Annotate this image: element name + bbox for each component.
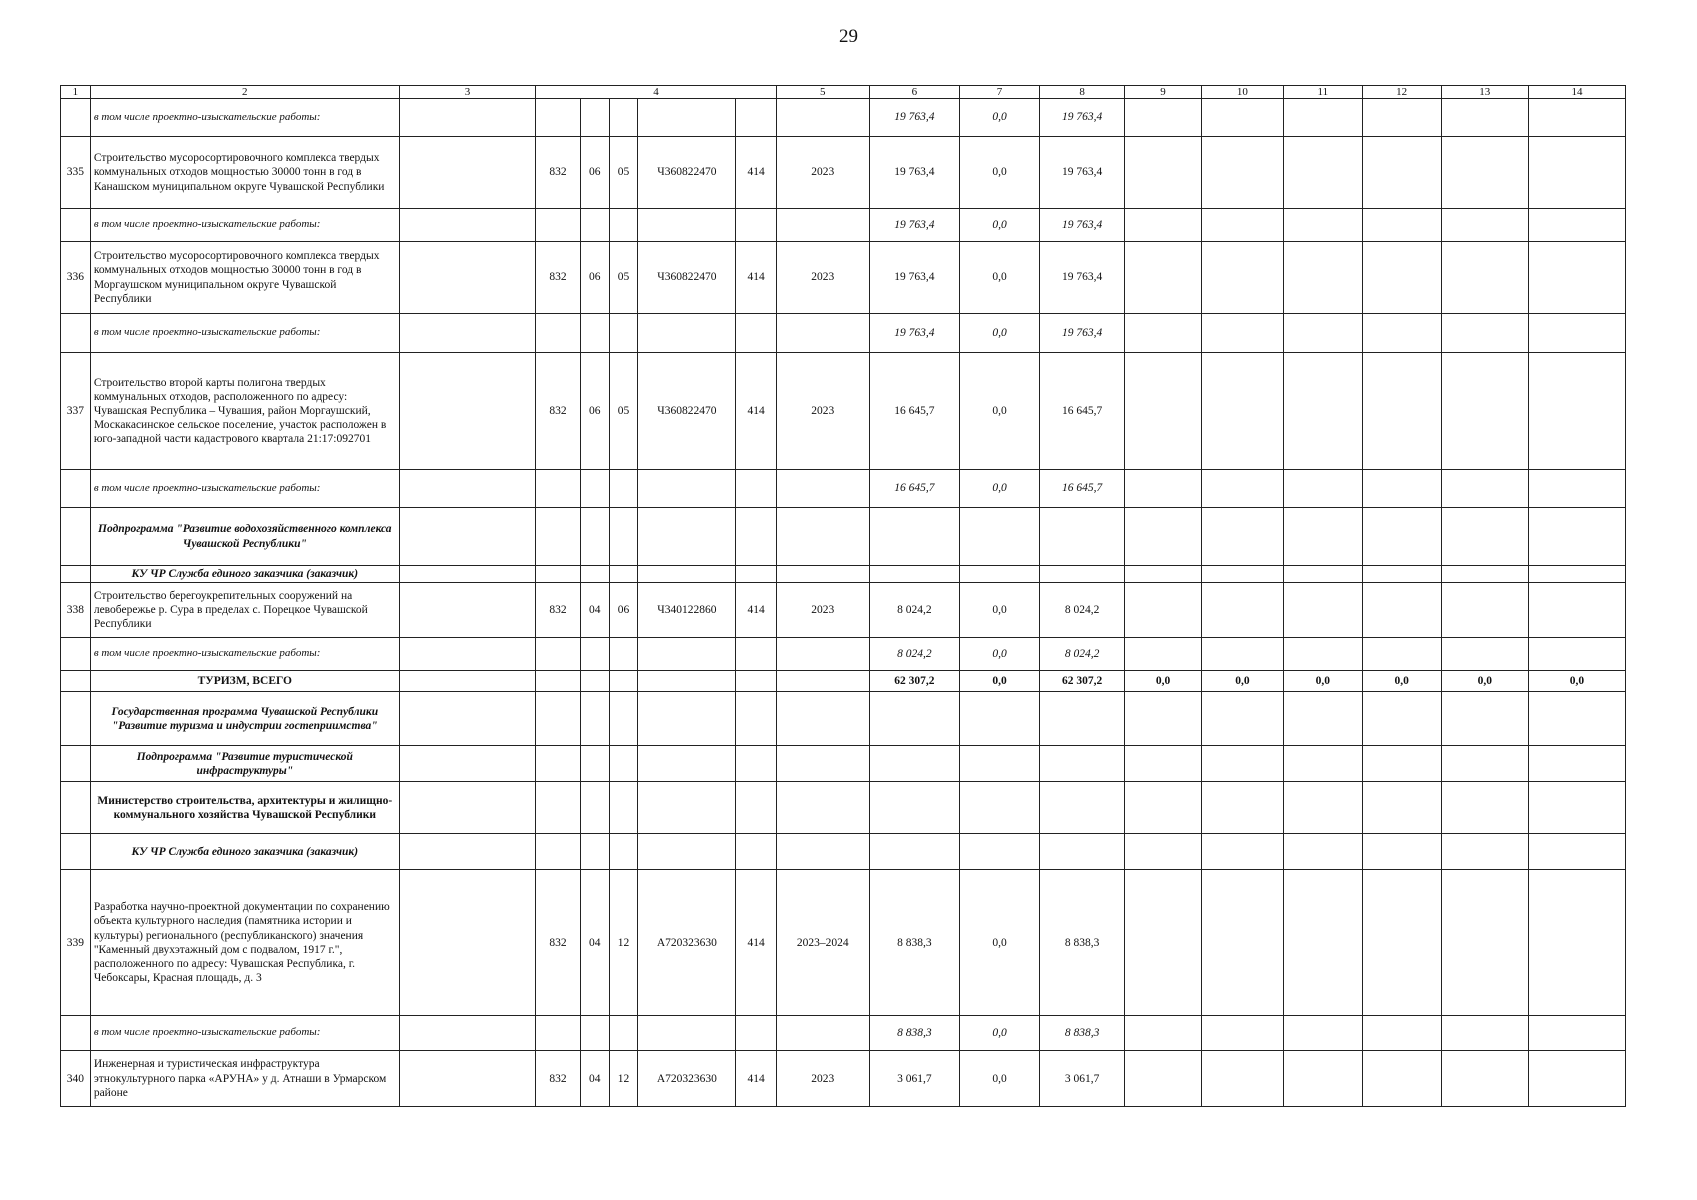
amount-cell: 0,0 <box>960 242 1040 314</box>
table-row <box>61 870 1626 1016</box>
amount-cell: 0,0 <box>1362 671 1441 692</box>
section-code: 06 <box>580 137 609 209</box>
grbs-code: 832 <box>536 242 581 314</box>
amount-cell: 19 763,4 <box>869 242 960 314</box>
table-row <box>61 1051 1626 1107</box>
target-item-code: Ч340122860 <box>638 583 736 638</box>
year-cell: 2023 <box>776 1051 869 1107</box>
row-number: 337 <box>61 353 91 470</box>
object-name: Строительство мусоросортировочного комплекса твердых коммунальных отходов мощностью 30000 тонн в год в Канашском муниципальном округе Чувашской Республики <box>90 137 399 209</box>
amount-cell: 19 763,4 <box>1039 99 1124 137</box>
amount-cell: 16 645,7 <box>869 470 960 508</box>
budget-table <box>60 85 1626 1107</box>
amount-cell: 19 763,4 <box>1039 209 1124 242</box>
column-header: 12 <box>1362 86 1441 99</box>
state-program-heading: Государственная программа Чувашской Республики "Развитие туризма и индустрии гостеприимства" <box>90 692 399 746</box>
column-number-row <box>61 86 1626 99</box>
table-row <box>61 692 1626 746</box>
table-row <box>61 566 1626 583</box>
subwork-label: в том числе проектно-изыскательские работы: <box>90 314 399 353</box>
object-name: Инженерная и туристическая инфраструктура этнокультурного парка «АРУНА» у д. Атнаши в Урмарском районе <box>90 1051 399 1107</box>
column-header: 3 <box>399 86 535 99</box>
subprogram-heading: Подпрограмма "Развитие водохозяйственного комплекса Чувашской Республики" <box>90 508 399 566</box>
column-header: 10 <box>1201 86 1283 99</box>
amount-cell: 8 838,3 <box>869 1016 960 1051</box>
table-row <box>61 782 1626 834</box>
table-row <box>61 638 1626 671</box>
amount-cell: 0,0 <box>960 1016 1040 1051</box>
table-row <box>61 746 1626 782</box>
target-item-code: А720323630 <box>638 870 736 1016</box>
target-item-code: Ч360822470 <box>638 353 736 470</box>
year-cell: 2023 <box>776 583 869 638</box>
subsection-code: 05 <box>609 137 638 209</box>
amount-cell: 0,0 <box>960 870 1040 1016</box>
grbs-code: 832 <box>536 353 581 470</box>
amount-cell: 19 763,4 <box>1039 137 1124 209</box>
expense-type-code: 414 <box>736 1051 777 1107</box>
section-code: 04 <box>580 583 609 638</box>
year-cell: 2023 <box>776 137 869 209</box>
amount-cell: 8 024,2 <box>1039 638 1124 671</box>
subwork-label: в том числе проектно-изыскательские работы: <box>90 638 399 671</box>
amount-cell: 16 645,7 <box>1039 353 1124 470</box>
ministry-heading: Министерство строительства, архитектуры и жилищно-коммунального хозяйства Чувашской Республики <box>90 782 399 834</box>
grbs-code: 832 <box>536 583 581 638</box>
subwork-label: в том числе проектно-изыскательские работы: <box>90 1016 399 1051</box>
amount-cell: 16 645,7 <box>869 353 960 470</box>
amount-cell: 0,0 <box>1528 671 1625 692</box>
table-row <box>61 508 1626 566</box>
amount-cell: 62 307,2 <box>1039 671 1124 692</box>
amount-cell: 8 024,2 <box>869 638 960 671</box>
amount-cell: 19 763,4 <box>1039 242 1124 314</box>
subwork-label: в том числе проектно-изыскательские работы: <box>90 99 399 137</box>
grbs-code: 832 <box>536 1051 581 1107</box>
customer-heading: КУ ЧР Служба единого заказчика (заказчик) <box>90 834 399 870</box>
expense-type-code: 414 <box>736 242 777 314</box>
table-row <box>61 583 1626 638</box>
column-header: 1 <box>61 86 91 99</box>
amount-cell: 3 061,7 <box>869 1051 960 1107</box>
expense-type-code: 414 <box>736 583 777 638</box>
expense-type-code: 414 <box>736 353 777 470</box>
amount-cell: 16 645,7 <box>1039 470 1124 508</box>
column-header: 7 <box>960 86 1040 99</box>
amount-cell: 0,0 <box>1125 671 1202 692</box>
amount-cell: 0,0 <box>1441 671 1528 692</box>
column-header: 13 <box>1441 86 1528 99</box>
column-header: 5 <box>776 86 869 99</box>
amount-cell: 8 838,3 <box>869 870 960 1016</box>
column-header: 6 <box>869 86 960 99</box>
subwork-label: в том числе проектно-изыскательские работы: <box>90 209 399 242</box>
column-header: 2 <box>90 86 399 99</box>
year-cell: 2023 <box>776 242 869 314</box>
amount-cell: 8 838,3 <box>1039 870 1124 1016</box>
table-row <box>61 834 1626 870</box>
row-number: 335 <box>61 137 91 209</box>
section-code: 04 <box>580 870 609 1016</box>
amount-cell: 19 763,4 <box>869 209 960 242</box>
amount-cell: 8 024,2 <box>869 583 960 638</box>
amount-cell: 8 838,3 <box>1039 1016 1124 1051</box>
amount-cell: 0,0 <box>1283 671 1362 692</box>
subsection-code: 12 <box>609 1051 638 1107</box>
expense-type-code: 414 <box>736 870 777 1016</box>
amount-cell: 19 763,4 <box>1039 314 1124 353</box>
expense-type-code: 414 <box>736 137 777 209</box>
section-code: 06 <box>580 242 609 314</box>
year-cell: 2023–2024 <box>776 870 869 1016</box>
customer-heading: КУ ЧР Служба единого заказчика (заказчик) <box>90 566 399 583</box>
section-code: 04 <box>580 1051 609 1107</box>
subprogram-heading: Подпрограмма "Развитие туристической инфраструктуры" <box>90 746 399 782</box>
table-row <box>61 99 1626 137</box>
amount-cell: 0,0 <box>960 137 1040 209</box>
table-row <box>61 470 1626 508</box>
table-row <box>61 137 1626 209</box>
amount-cell: 0,0 <box>960 583 1040 638</box>
subsection-code: 12 <box>609 870 638 1016</box>
target-item-code: Ч360822470 <box>638 137 736 209</box>
target-item-code: Ч360822470 <box>638 242 736 314</box>
amount-cell: 0,0 <box>960 209 1040 242</box>
table-row <box>61 1016 1626 1051</box>
object-name: Строительство мусоросортировочного комплекса твердых коммунальных отходов мощностью 30000 тонн в год в Моргаушском муниципальном округе Чувашской Республики <box>90 242 399 314</box>
amount-cell: 0,0 <box>960 470 1040 508</box>
row-number: 336 <box>61 242 91 314</box>
object-name: Строительство берегоукрепительных сооружений на левобережье р. Сура в пределах с. Порецкое Чувашской Республики <box>90 583 399 638</box>
subsection-code: 06 <box>609 583 638 638</box>
grbs-code: 832 <box>536 137 581 209</box>
year-cell: 2023 <box>776 353 869 470</box>
object-name: Строительство второй карты полигона твердых коммунальных отходов, расположенного по адресу: Чувашская Республика – Чувашия, район Моргаушский, Москакасинское сельское поселение, участок расположен в юго-западной части кадастрового квартала 21:17:092701 <box>90 353 399 470</box>
section-total-label: ТУРИЗМ, ВСЕГО <box>90 671 399 692</box>
subsection-code: 05 <box>609 242 638 314</box>
amount-cell: 19 763,4 <box>869 314 960 353</box>
amount-cell: 0,0 <box>960 314 1040 353</box>
amount-cell: 8 024,2 <box>1039 583 1124 638</box>
row-number: 339 <box>61 870 91 1016</box>
table-row <box>61 242 1626 314</box>
amount-cell: 19 763,4 <box>869 99 960 137</box>
table-row <box>61 314 1626 353</box>
page-number: 29 <box>839 26 858 47</box>
column-header: 14 <box>1528 86 1625 99</box>
amount-cell: 0,0 <box>1201 671 1283 692</box>
amount-cell: 0,0 <box>960 638 1040 671</box>
amount-cell: 62 307,2 <box>869 671 960 692</box>
amount-cell: 0,0 <box>960 671 1040 692</box>
table-row <box>61 209 1626 242</box>
object-name: Разработка научно-проектной документации по сохранению объекта культурного наследия (памятника истории и культуры) регионального (республиканского) значения "Каменный двухэтажный дом с подвалом, 1917 г.", расположенного по адресу: Чувашская Республика, г. Чебоксары, Красная площадь, д. 3 <box>90 870 399 1016</box>
amount-cell: 0,0 <box>960 1051 1040 1107</box>
row-number: 340 <box>61 1051 91 1107</box>
grbs-code: 832 <box>536 870 581 1016</box>
amount-cell: 19 763,4 <box>869 137 960 209</box>
section-code: 06 <box>580 353 609 470</box>
table-row <box>61 671 1626 692</box>
amount-cell: 0,0 <box>960 99 1040 137</box>
target-item-code: А720323630 <box>638 1051 736 1107</box>
column-header: 8 <box>1039 86 1124 99</box>
amount-cell: 0,0 <box>960 353 1040 470</box>
row-number: 338 <box>61 583 91 638</box>
subwork-label: в том числе проектно-изыскательские работы: <box>90 470 399 508</box>
column-header: 9 <box>1125 86 1202 99</box>
column-header: 11 <box>1283 86 1362 99</box>
subsection-code: 05 <box>609 353 638 470</box>
column-header: 4 <box>536 86 777 99</box>
amount-cell: 3 061,7 <box>1039 1051 1124 1107</box>
table-row <box>61 353 1626 470</box>
